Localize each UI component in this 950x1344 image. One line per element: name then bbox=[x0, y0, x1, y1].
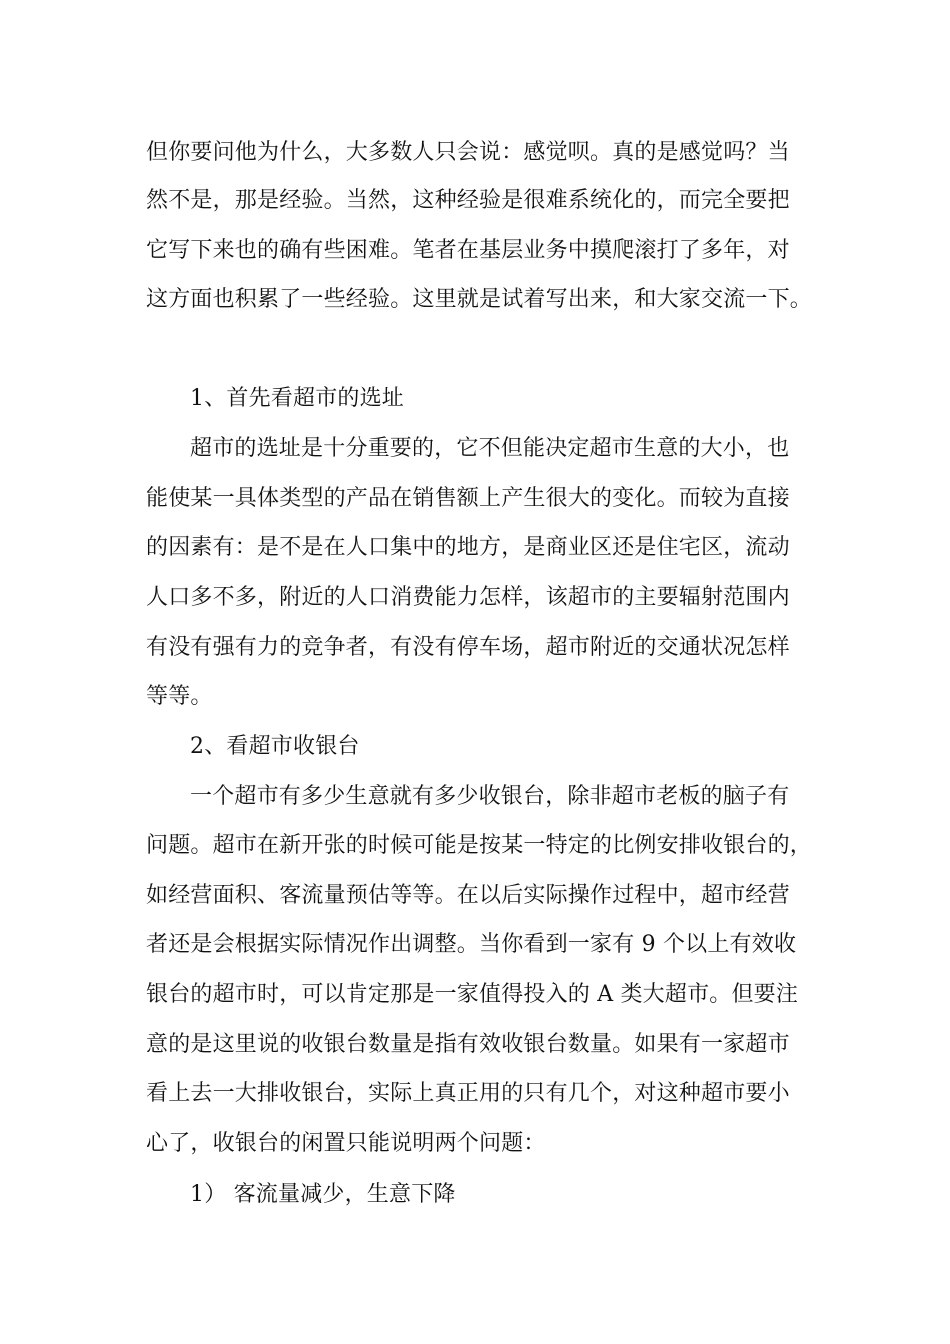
paragraph-line: 超市的选址是十分重要的，它不但能决定超市生意的大小，也 bbox=[190, 436, 790, 461]
paragraph-line: 如经营面积、客流量预估等等。在以后实际操作过程中，超市经营 bbox=[146, 883, 790, 908]
paragraph-line: 等等。 bbox=[146, 684, 213, 709]
paragraph-line: 的因素有：是不是在人口集中的地方，是商业区还是住宅区，流动 bbox=[146, 535, 790, 560]
paragraph-line: 心了，收银台的闲置只能说明两个问题： bbox=[146, 1131, 546, 1156]
paragraph-line: 意的是这里说的收银台数量是指有效收银台数量。如果有一家超市 bbox=[146, 1032, 790, 1057]
paragraph-line: 问题。超市在新开张的时候可能是按某一特定的比例安排收银台的， bbox=[146, 833, 813, 858]
paragraph-line: 者还是会根据实际情况作出调整。当你看到一家有 9 个以上有效收 bbox=[146, 932, 797, 957]
paragraph-line: 人口多不多，附近的人口消费能力怎样，该超市的主要辐射范围内 bbox=[146, 585, 790, 610]
paragraph-line: 看上去一大排收银台，实际上真正用的只有几个，对这种超市要小 bbox=[146, 1081, 790, 1106]
paragraph-line: 然不是，那是经验。当然，这种经验是很难系统化的，而完全要把 bbox=[146, 188, 790, 213]
paragraph-line: 但你要问他为什么，大多数人只会说：感觉呗。真的是感觉吗？当 bbox=[146, 140, 790, 165]
section-heading-checkout: 2、看超市收银台 bbox=[190, 734, 360, 759]
paragraph-line: 一个超市有多少生意就有多少收银台，除非超市老板的脑子有 bbox=[190, 784, 790, 809]
section-heading-site-selection: 1、首先看超市的选址 bbox=[190, 386, 404, 411]
paragraph-line: 银台的超市时，可以肯定那是一家值得投入的 A 类大超市。但要注 bbox=[146, 982, 799, 1007]
paragraph-line: 有没有强有力的竞争者，有没有停车场，超市附近的交通状况怎样 bbox=[146, 635, 790, 660]
paragraph-line: 它写下来也的确有些困难。笔者在基层业务中摸爬滚打了多年，对 bbox=[146, 238, 790, 263]
list-item: 1） 客流量减少，生意下降 bbox=[190, 1182, 456, 1207]
paragraph-line: 这方面也积累了一些经验。这里就是试着写出来，和大家交流一下。 bbox=[146, 287, 813, 312]
paragraph-line: 能使某一具体类型的产品在销售额上产生很大的变化。而较为直接 bbox=[146, 486, 790, 511]
